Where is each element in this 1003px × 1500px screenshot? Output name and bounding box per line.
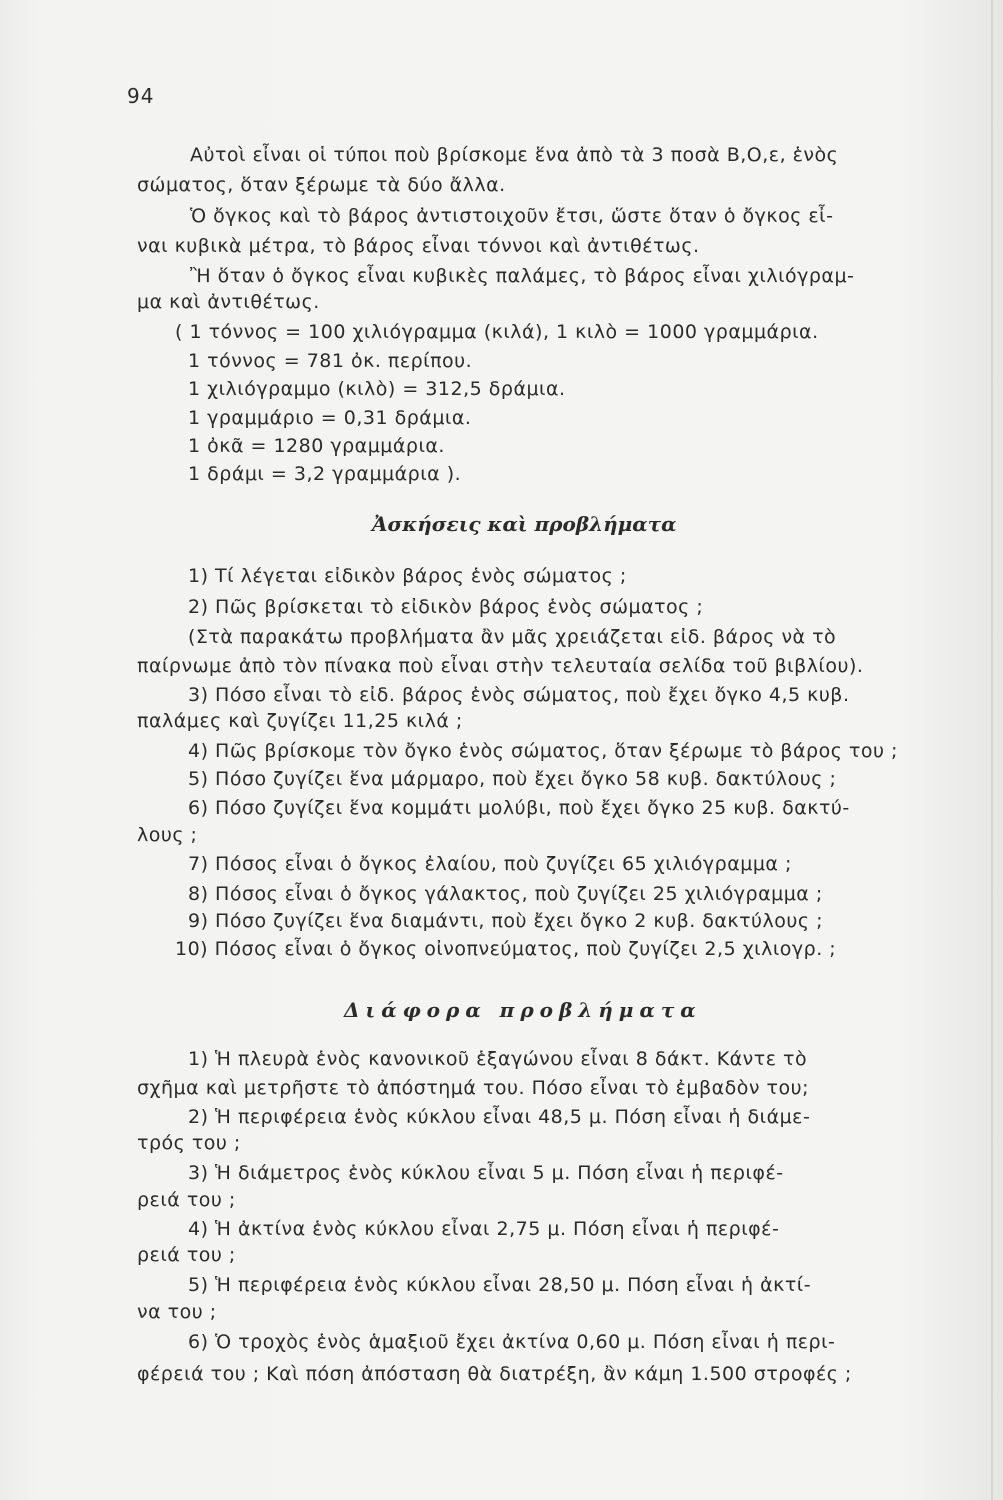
intro-line: σώματος, ὅταν ξέρωμε τὰ δύο ἄλλα.	[137, 174, 506, 196]
exercise-line: 6) Πόσο ζυγίζει ἕνα κομμάτι μολύβι, ποὺ ἔχει ὄγκο 25 κυβ. δακτύ-	[188, 797, 850, 819]
problem-line: φέρειά του ; Καὶ πόση ἀπόσταση θὰ διατρέξη, ἂν κάμη 1.500 στροφές ;	[137, 1363, 852, 1385]
intro-line: Ἢ ὅταν ὁ ὄγκος εἶναι κυβικὲς παλάμες, τὸ βάρος εἶναι χιλιόγραμ-	[190, 265, 855, 287]
intro-line: ναι κυβικὰ μέτρα, τὸ βάρος εἶναι τόννοι καὶ ἀντιθέτως.	[137, 235, 700, 257]
conversion-line: 1 ὀκᾶ = 1280 γραμμάρια.	[188, 435, 445, 457]
problem-line: τρός του ;	[137, 1132, 241, 1154]
problem-line: ρειά του ;	[137, 1244, 236, 1266]
exercise-line: 3) Πόσο εἶναι τὸ εἰδ. βάρος ἑνὸς σώματος, ποὺ ἔχει ὄγκο 4,5 κυβ.	[188, 684, 850, 706]
exercise-line: 1) Τί λέγεται εἰδικὸν βάρος ἑνὸς σώματος ;	[188, 565, 627, 587]
problem-line: σχῆμα καὶ μετρῆστε τὸ ἀπόστημά του. Πόσο εἶναι τὸ ἐμβαδὸν του;	[137, 1077, 809, 1099]
intro-line: Αὐτοὶ εἶναι οἱ τύποι ποὺ βρίσκομε ἕνα ἀπὸ τὰ 3 ποσὰ Β,Ο,ε, ἑνὸς	[190, 144, 839, 166]
problem-line: να του ;	[137, 1301, 217, 1323]
conversion-line: 1 τόννος = 781 ὀκ. περίπου.	[188, 350, 473, 372]
problem-line: 4) Ἡ ἀκτίνα ἑνὸς κύκλου εἶναι 2,75 μ. Πόση εἶναι ἡ περιφέ-	[188, 1218, 780, 1240]
exercise-line: 7) Πόσος εἶναι ὁ ὄγκος ἐλαίου, ποὺ ζυγίζει 65 χιλιόγραμμα ;	[188, 853, 792, 875]
exercise-line: 5) Πόσο ζυγίζει ἕνα μάρμαρο, ποὺ ἔχει ὄγκο 58 κυβ. δακτύλους ;	[188, 768, 837, 790]
problems-heading: Διάφορα προβλήματα	[344, 998, 702, 1022]
exercise-line: 2) Πῶς βρίσκεται τὸ εἰδικὸν βάρος ἑνὸς σώματος ;	[188, 596, 704, 618]
problem-line: 5) Ἡ περιφέρεια ἑνὸς κύκλου εἶναι 28,50 μ. Πόση εἶναι ἡ ἀκτί-	[188, 1274, 812, 1296]
exercise-line: λους ;	[137, 824, 198, 846]
problem-line: 1) Ἡ πλευρὰ ἑνὸς κανονικοῦ ἑξαγώνου εἶναι 8 δάκτ. Κάντε τὸ	[188, 1048, 808, 1070]
exercise-line: παλάμες καὶ ζυγίζει 11,25 κιλά ;	[137, 710, 463, 732]
problem-line: ρειά του ;	[137, 1189, 236, 1211]
exercise-line: 9) Πόσο ζυγίζει ἕνα διαμάντι, ποὺ ἔχει ὄγκο 2 κυβ. δακτύλους ;	[188, 910, 824, 932]
exercise-line: 8) Πόσος εἶναι ὁ ὄγκος γάλακτος, ποὺ ζυγίζει 25 χιλιόγραμμα ;	[188, 883, 823, 905]
intro-line: Ὁ ὄγκος καὶ τὸ βάρος ἀντιστοιχοῦν ἔτσι, ὥστε ὅταν ὁ ὄγκος εἶ-	[190, 205, 834, 227]
exercise-line: 10) Πόσος εἶναι ὁ ὄγκος οἰνοπνεύματος, ποὺ ζυγίζει 2,5 χιλιογρ. ;	[175, 938, 837, 960]
page-number: 94	[127, 84, 155, 108]
conversion-line: 1 γραμμάριο = 0,31 δράμια.	[188, 407, 472, 429]
exercise-line: 4) Πῶς βρίσκομε τὸν ὄγκο ἑνὸς σώματος, ὅταν ξέρωμε τὸ βάρος του ;	[188, 740, 898, 762]
problem-line: 3) Ἡ διάμετρος ἑνὸς κύκλου εἶναι 5 μ. Πόση εἶναι ἡ περιφέ-	[188, 1162, 784, 1184]
problem-line: 2) Ἡ περιφέρεια ἑνὸς κύκλου εἶναι 48,5 μ. Πόση εἶναι ἡ διάμε-	[188, 1106, 811, 1128]
exercise-line: παίρνωμε ἀπὸ τὸν πίνακα ποὺ εἶναι στὴν τελευταία σελίδα τοῦ βιβλίου).	[137, 655, 864, 677]
page-edge-shadow	[991, 0, 993, 1500]
exercise-line: (Στὰ παρακάτω προβλήματα ἂν μᾶς χρειάζεται εἰδ. βάρος νὰ τὸ	[188, 626, 837, 648]
exercises-heading: Ἀσκήσεις καὶ προβλήματα	[372, 512, 677, 536]
intro-line: μα καὶ ἀντιθέτως.	[137, 291, 320, 313]
conversion-line: 1 χιλιόγραμμο (κιλὸ) = 312,5 δράμια.	[188, 378, 566, 400]
problem-line: 6) Ὁ τροχὸς ἑνὸς ἁμαξιοῦ ἔχει ἀκτίνα 0,60 μ. Πόση εἶναι ἡ περι-	[188, 1331, 836, 1353]
conversion-line: ( 1 τόννος = 100 χιλιόγραμμα (κιλά), 1 κιλὸ = 1000 γραμμάρια.	[175, 321, 819, 343]
conversion-line: 1 δράμι = 3,2 γραμμάρια ).	[188, 463, 462, 485]
